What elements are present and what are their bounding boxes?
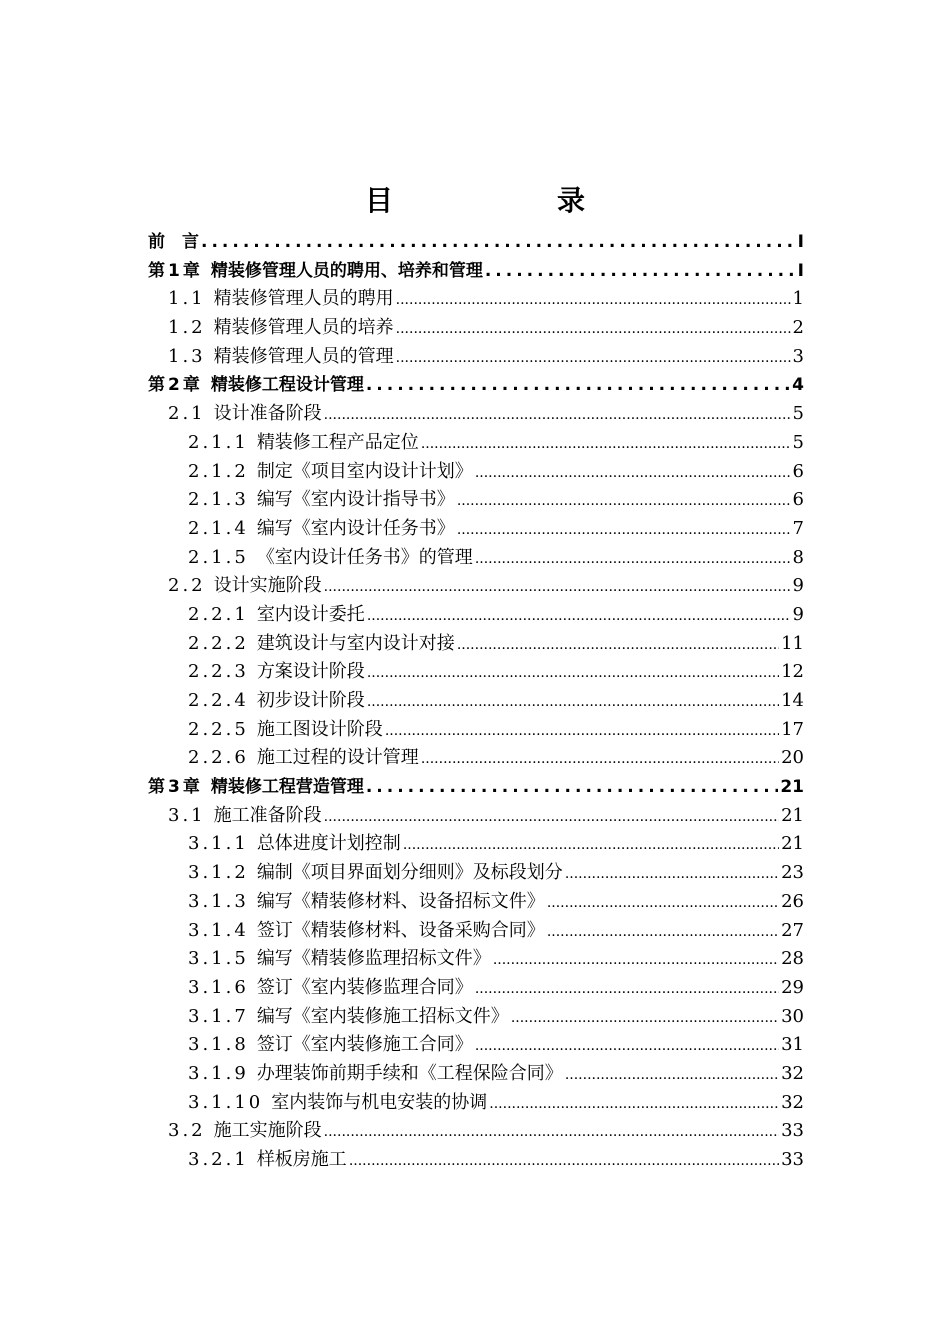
toc-entry-label xyxy=(188,1060,563,1089)
toc-entry[interactable] xyxy=(148,687,804,716)
dot-leader xyxy=(421,430,791,459)
dot-leader xyxy=(475,545,791,574)
toc-entry[interactable] xyxy=(148,658,804,687)
toc-entry-text: 精装修管理人员的培养 xyxy=(213,317,394,339)
dot-leader xyxy=(475,975,779,1004)
dot-leader xyxy=(457,631,779,660)
toc-entry-number: 2.1.5 xyxy=(188,546,249,568)
toc-entry[interactable] xyxy=(148,343,804,372)
toc-page-number: 6 xyxy=(792,460,804,482)
dot-leader xyxy=(547,889,779,918)
toc-entry[interactable] xyxy=(148,974,804,1003)
toc-entry-text: 编写《精装修材料、设备招标文件》 xyxy=(256,890,545,912)
toc-page-number: I xyxy=(797,260,804,281)
toc-page-number: 12 xyxy=(781,661,804,683)
toc-entry-text: 初步设计阶段 xyxy=(256,690,365,711)
toc-entry-text: 编写《精装修监理招标文件》 xyxy=(256,948,491,970)
toc-entry-label xyxy=(188,1089,487,1118)
toc-entry-number: 1.1 xyxy=(168,288,206,310)
dot-leader xyxy=(396,286,791,315)
toc-entry-label xyxy=(188,888,545,917)
toc-page-number: 32 xyxy=(781,1062,804,1084)
toc-entry[interactable] xyxy=(148,544,804,573)
toc-entry[interactable] xyxy=(148,515,804,544)
toc-page-number: 5 xyxy=(792,403,804,425)
toc-page-number: I xyxy=(797,232,804,252)
table-of-contents xyxy=(148,228,804,1175)
dot-leader xyxy=(366,371,790,400)
toc-entry-text: 《室内设计任务书》的管理 xyxy=(256,546,473,568)
toc-entry[interactable] xyxy=(148,716,804,745)
toc-entry-text: 制定《项目室内设计计划》 xyxy=(256,460,473,482)
toc-entry-label xyxy=(188,658,365,687)
toc-entry[interactable] xyxy=(148,429,804,458)
toc-page-number: 9 xyxy=(792,575,804,597)
toc-page-number: 33 xyxy=(781,1149,804,1170)
toc-page-number: 14 xyxy=(781,690,804,711)
toc-entry-text: 室内装饰与机电安装的协调 xyxy=(271,1091,488,1113)
toc-entry-text: 签订《精装修材料、设备采购合同》 xyxy=(256,919,545,941)
toc-page-number: 27 xyxy=(781,919,804,941)
toc-entry-number: 第2章 xyxy=(148,375,203,396)
toc-entry-number: 3.1.6 xyxy=(188,976,249,998)
toc-entry-label xyxy=(188,544,473,573)
toc-entry-number: 2.2 xyxy=(168,575,206,597)
dot-leader xyxy=(493,946,779,975)
toc-entry-number: 1.2 xyxy=(168,317,206,339)
dot-leader xyxy=(367,602,791,631)
toc-entry-label xyxy=(188,945,491,974)
dot-leader xyxy=(485,257,796,286)
toc-entry-text: 建筑设计与室内设计对接 xyxy=(256,632,455,654)
toc-entry-number: 3.1.10 xyxy=(188,1091,264,1113)
toc-entry[interactable] xyxy=(148,888,804,917)
toc-entry-number: 3.1.8 xyxy=(188,1034,249,1056)
toc-entry-label xyxy=(188,458,473,487)
toc-entry-label xyxy=(188,830,401,859)
toc-entry-text: 设计实施阶段 xyxy=(213,575,322,597)
toc-entry-number: 2.1.4 xyxy=(188,517,249,539)
toc-entry[interactable] xyxy=(148,458,804,487)
toc-entry-label xyxy=(188,515,455,544)
toc-page-number: 28 xyxy=(781,948,804,970)
dot-leader xyxy=(396,315,791,344)
page-title: 目 录 xyxy=(364,184,621,217)
toc-entry-number: 3.1.4 xyxy=(188,919,249,941)
toc-entry-number: 3.2.1 xyxy=(188,1149,249,1170)
toc-entry[interactable] xyxy=(148,572,804,601)
toc-entry-number: 2.1.3 xyxy=(188,489,249,511)
toc-entry-label xyxy=(188,974,473,1003)
toc-entry-text: 编写《室内设计任务书》 xyxy=(256,517,455,539)
toc-entry-label xyxy=(168,314,394,343)
toc-entry[interactable] xyxy=(148,945,804,974)
toc-page-number: 32 xyxy=(781,1091,804,1113)
toc-entry[interactable] xyxy=(148,1060,804,1089)
toc-page-number: 5 xyxy=(792,431,804,453)
dot-leader xyxy=(201,228,796,257)
toc-entry-text: 签订《室内装修监理合同》 xyxy=(256,976,473,998)
toc-entry-text: 签订《室内装修施工合同》 xyxy=(256,1034,473,1056)
toc-entry[interactable] xyxy=(148,285,804,314)
toc-entry-number: 2.1 xyxy=(168,403,206,425)
toc-entry-number: 2.2.3 xyxy=(188,661,249,683)
toc-entry-number: 第1章 xyxy=(148,260,203,281)
dot-leader xyxy=(547,918,779,947)
toc-entry-label xyxy=(148,371,364,400)
toc-entry[interactable] xyxy=(148,1146,804,1175)
toc-entry[interactable] xyxy=(148,859,804,888)
toc-entry-number: 第3章 xyxy=(148,777,203,798)
toc-entry-text: 施工过程的设计管理 xyxy=(256,747,419,769)
toc-entry-label xyxy=(188,630,455,659)
toc-entry-number: 2.1.1 xyxy=(188,431,249,453)
toc-entry-label xyxy=(188,744,419,773)
toc-entry-text: 办理装饰前期手续和《工程保险合同》 xyxy=(256,1062,563,1084)
toc-entry-number: 3.1 xyxy=(168,804,206,826)
toc-entry-text: 方案设计阶段 xyxy=(256,661,365,683)
toc-entry-number: 2.1.2 xyxy=(188,460,249,482)
dot-leader xyxy=(366,773,778,802)
toc-entry-label xyxy=(188,601,365,630)
toc-entry-label xyxy=(148,773,364,802)
toc-entry[interactable] xyxy=(148,1089,804,1118)
toc-entry-number: 3.1.9 xyxy=(188,1062,249,1084)
toc-entry[interactable] xyxy=(148,744,804,773)
toc-entry-text: 施工图设计阶段 xyxy=(256,718,383,740)
toc-entry-label xyxy=(168,285,394,314)
dot-leader xyxy=(565,860,779,889)
toc-entry-text: 编写《室内设计指导书》 xyxy=(256,489,455,511)
toc-entry[interactable] xyxy=(148,257,804,286)
toc-entry-text: 样板房施工 xyxy=(256,1149,347,1170)
toc-entry-text: 精装修工程产品定位 xyxy=(256,431,419,453)
toc-page-number: 6 xyxy=(792,489,804,511)
toc-entry-label xyxy=(188,429,419,458)
toc-entry-label xyxy=(168,343,394,372)
toc-page-number: 20 xyxy=(781,747,804,769)
toc-entry-number: 3.1.3 xyxy=(188,890,249,912)
dot-leader xyxy=(324,401,791,430)
dot-leader xyxy=(475,459,791,488)
toc-entry[interactable] xyxy=(148,228,804,257)
toc-page-number: 1 xyxy=(792,288,804,310)
dot-leader xyxy=(349,1147,779,1176)
toc-entry-text: 前 言 xyxy=(148,232,199,252)
dot-leader xyxy=(367,659,779,688)
dot-leader xyxy=(457,516,791,545)
toc-entry-number: 2.2.2 xyxy=(188,632,249,654)
toc-entry-number: 2.2.5 xyxy=(188,718,249,740)
toc-entry-number: 1.3 xyxy=(168,345,206,367)
toc-entry-label xyxy=(148,257,483,286)
toc-entry-text: 施工实施阶段 xyxy=(213,1120,322,1142)
toc-entry-label xyxy=(168,1117,322,1146)
toc-entry-text: 施工准备阶段 xyxy=(213,804,322,826)
toc-entry-number: 3.1.7 xyxy=(188,1005,249,1027)
toc-entry[interactable] xyxy=(148,1031,804,1060)
toc-page-number: 21 xyxy=(781,804,804,826)
dot-leader xyxy=(457,487,791,516)
toc-page-number: 30 xyxy=(781,1005,804,1027)
toc-page-number: 9 xyxy=(792,603,804,625)
toc-entry-text: 总体进度计划控制 xyxy=(256,833,401,855)
toc-entry-label xyxy=(188,917,545,946)
toc-entry[interactable] xyxy=(148,601,804,630)
toc-entry[interactable] xyxy=(148,773,804,802)
toc-entry[interactable] xyxy=(148,802,804,831)
dot-leader xyxy=(511,1004,779,1033)
toc-page-number: 3 xyxy=(792,345,804,367)
toc-entry-text: 室内设计委托 xyxy=(256,603,365,625)
dot-leader xyxy=(324,1118,779,1147)
dot-leader xyxy=(324,573,791,602)
toc-page-number: 4 xyxy=(792,375,804,396)
toc-entry-label xyxy=(168,400,322,429)
toc-entry-number: 3.1.1 xyxy=(188,833,249,855)
toc-page-number: 26 xyxy=(781,890,804,912)
dot-leader xyxy=(396,344,791,373)
toc-page-number: 11 xyxy=(781,632,804,654)
dot-leader xyxy=(385,717,779,746)
toc-entry-number: 2.2.4 xyxy=(188,690,249,711)
toc-page-number: 29 xyxy=(781,976,804,998)
toc-entry[interactable] xyxy=(148,917,804,946)
toc-entry[interactable] xyxy=(148,314,804,343)
toc-entry-text: 精装修管理人员的聘用 xyxy=(213,288,394,310)
toc-entry[interactable] xyxy=(148,630,804,659)
toc-page-number: 23 xyxy=(781,862,804,884)
toc-page-number: 2 xyxy=(792,317,804,339)
toc-entry-text: 精装修工程营造管理 xyxy=(210,777,364,798)
toc-page-number: 7 xyxy=(792,517,804,539)
dot-leader xyxy=(489,1090,779,1119)
dot-leader xyxy=(324,803,779,832)
toc-entry-label xyxy=(188,716,383,745)
toc-entry-text: 精装修管理人员的管理 xyxy=(213,345,394,367)
toc-entry-number: 2.2.1 xyxy=(188,603,249,625)
toc-entry[interactable] xyxy=(148,1003,804,1032)
toc-entry[interactable] xyxy=(148,830,804,859)
toc-entry-label xyxy=(168,802,322,831)
toc-entry-label xyxy=(148,228,199,257)
toc-page-number: 8 xyxy=(792,546,804,568)
dot-leader xyxy=(565,1061,779,1090)
dot-leader xyxy=(475,1032,779,1061)
toc-entry-number: 3.2 xyxy=(168,1120,206,1142)
toc-entry[interactable] xyxy=(148,486,804,515)
toc-entry-label xyxy=(188,486,455,515)
toc-entry-label xyxy=(188,1031,473,1060)
toc-entry-text: 精装修工程设计管理 xyxy=(210,375,364,396)
toc-entry-label xyxy=(188,1003,509,1032)
toc-page-number: 33 xyxy=(781,1120,804,1142)
toc-entry-number: 3.1.2 xyxy=(188,862,249,884)
toc-entry-text: 设计准备阶段 xyxy=(213,403,322,425)
toc-entry-label xyxy=(188,859,563,888)
toc-entry[interactable] xyxy=(148,400,804,429)
toc-entry[interactable] xyxy=(148,1117,804,1146)
toc-entry-text: 编制《项目界面划分细则》及标段划分 xyxy=(256,862,563,884)
dot-leader xyxy=(403,831,779,860)
toc-entry[interactable] xyxy=(148,371,804,400)
toc-entry-text: 编写《室内装修施工招标文件》 xyxy=(256,1005,509,1027)
dot-leader xyxy=(421,745,779,774)
toc-page-number: 17 xyxy=(781,718,804,740)
toc-entry-label xyxy=(188,687,365,716)
toc-entry-label xyxy=(168,572,322,601)
toc-page-number: 21 xyxy=(781,833,804,855)
dot-leader xyxy=(367,688,779,717)
toc-page-number: 31 xyxy=(781,1034,804,1056)
toc-page-number: 21 xyxy=(780,777,804,798)
toc-entry-text: 精装修管理人员的聘用、培养和管理 xyxy=(210,260,483,281)
toc-entry-number: 3.1.5 xyxy=(188,948,249,970)
toc-entry-number: 2.2.6 xyxy=(188,747,249,769)
toc-entry-label xyxy=(188,1146,347,1175)
